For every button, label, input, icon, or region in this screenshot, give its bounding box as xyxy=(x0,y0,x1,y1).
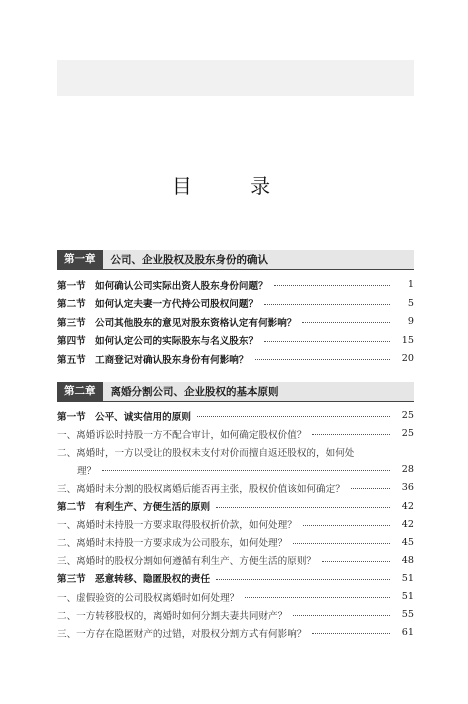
dot-leader xyxy=(312,434,390,435)
page-number: 36 xyxy=(401,482,414,494)
section-label: 第四节 xyxy=(57,336,86,348)
dot-leader xyxy=(264,341,390,342)
section-label: 第二节 xyxy=(57,502,86,513)
page-number: 20 xyxy=(401,353,414,365)
chapter-label: 第二章 xyxy=(57,382,103,401)
entry-title: 一、离婚诉讼时持股一方不配合审计，如何确定股权价值？ xyxy=(57,429,307,441)
page-number: 9 xyxy=(407,316,414,328)
chapter-heading[interactable] xyxy=(57,250,414,270)
page-number: 42 xyxy=(401,500,414,512)
dot-leader xyxy=(102,470,390,471)
header-band xyxy=(57,60,414,96)
page-number: 61 xyxy=(401,627,414,639)
section-label: 第三节 xyxy=(57,574,86,586)
toc-section-entry[interactable] xyxy=(57,570,414,587)
page-number: 25 xyxy=(401,428,414,440)
dot-leader xyxy=(322,561,390,562)
page-number: 5 xyxy=(407,297,414,309)
entry-title: 如何认定夫妻一方代持公司股权问题？ xyxy=(95,299,259,311)
dot-leader xyxy=(303,525,390,526)
chapter-title: 离婚分割公司、企业股权的基本原则 xyxy=(110,386,279,398)
dot-leader xyxy=(264,304,390,305)
toc-item-entry[interactable] xyxy=(57,606,414,623)
toc-section-entry[interactable] xyxy=(57,350,414,367)
chapter-title: 公司、企业股权及股东身份的确认 xyxy=(110,254,268,266)
chapter-label: 第一章 xyxy=(57,250,103,269)
entry-title: 三、离婚时的股权分割如何遵循有利生产、方便生活的原则？ xyxy=(57,556,317,568)
dot-leader xyxy=(245,597,390,598)
toc-section-entry[interactable] xyxy=(57,276,414,293)
toc-item-entry[interactable] xyxy=(57,552,414,569)
dot-leader xyxy=(293,615,390,616)
toc-item-entry[interactable] xyxy=(57,516,414,533)
page-number: 51 xyxy=(401,591,414,602)
entry-title: 有利生产、方便生活的原则 xyxy=(95,502,211,513)
entry-title: 如何确认公司实际出资人股东身份问题？ xyxy=(95,280,268,292)
entry-title: 公司其他股东的意见对股东资格认定有何影响？ xyxy=(95,317,297,329)
toc-item-entry[interactable] xyxy=(57,588,414,605)
toc-section-entry[interactable] xyxy=(57,313,414,330)
page-number: 45 xyxy=(401,536,414,548)
page-number: 51 xyxy=(401,572,414,584)
dot-leader xyxy=(302,322,390,323)
entry-title: 理？ xyxy=(77,465,97,477)
page-number: 42 xyxy=(401,518,414,530)
toc-item-entry[interactable] xyxy=(57,443,414,460)
entry-title: 二、一方转移股权的，离婚时如何分割夫妻共同财产？ xyxy=(57,610,288,622)
entry-title: 三、一方存在隐匿财产的过错，对股权分割方式有何影响？ xyxy=(57,628,307,640)
section-label: 第一节 xyxy=(57,411,86,423)
dot-leader xyxy=(216,579,390,580)
page-number: 15 xyxy=(401,334,414,346)
section-label: 第二节 xyxy=(57,299,86,311)
toc-section-entry[interactable] xyxy=(57,295,414,312)
page-number: 48 xyxy=(401,554,414,566)
toc-item-entry[interactable] xyxy=(57,624,414,641)
entry-title: 三、离婚时未分割的股权离婚后能否再主张，股权价值该如何确定？ xyxy=(57,483,345,495)
toc-section-entry[interactable] xyxy=(57,407,414,424)
toc-item-entry[interactable] xyxy=(57,534,414,551)
page-number: 28 xyxy=(401,464,414,476)
entry-title: 恶意转移、隐匿股权的责任 xyxy=(95,574,211,586)
section-label: 第三节 xyxy=(57,317,86,329)
entry-title: 公平、诚实信用的原则 xyxy=(95,411,191,423)
dot-leader xyxy=(312,633,390,634)
toc-item-entry[interactable] xyxy=(57,479,414,496)
section-label: 第一节 xyxy=(57,280,86,292)
dot-leader xyxy=(351,488,390,489)
page-title: 目 录 xyxy=(171,174,297,198)
toc-item-entry[interactable] xyxy=(57,461,414,478)
toc-item-entry[interactable] xyxy=(57,425,414,442)
page-number: 25 xyxy=(401,410,414,421)
section-label: 第五节 xyxy=(57,354,86,366)
dot-leader xyxy=(197,416,390,417)
page-number: 55 xyxy=(401,609,414,621)
page-number: 1 xyxy=(407,279,414,290)
toc-section-entry[interactable] xyxy=(57,332,414,349)
entry-title: 工商登记对确认股东身份有何影响？ xyxy=(95,354,249,366)
dot-leader xyxy=(274,285,390,286)
dot-leader xyxy=(293,543,390,544)
entry-title: 一、虚假验资的公司股权离婚时如何处理？ xyxy=(57,592,240,604)
entry-title: 二、离婚时未持股一方要求成为公司股东，如何处理？ xyxy=(57,538,288,550)
dot-leader xyxy=(216,507,390,508)
entry-title: 一、离婚时未持股一方要求取得股权折价款，如何处理？ xyxy=(57,520,297,532)
chapter-heading[interactable] xyxy=(57,382,414,402)
entry-title: 二、离婚时，一方以受让的股权未支付对价而擅自返还股权的，如何处 xyxy=(57,447,355,459)
toc-section-entry[interactable] xyxy=(57,498,414,515)
entry-title: 如何认定公司的实际股东与名义股东？ xyxy=(95,336,259,348)
dot-leader xyxy=(255,359,391,360)
